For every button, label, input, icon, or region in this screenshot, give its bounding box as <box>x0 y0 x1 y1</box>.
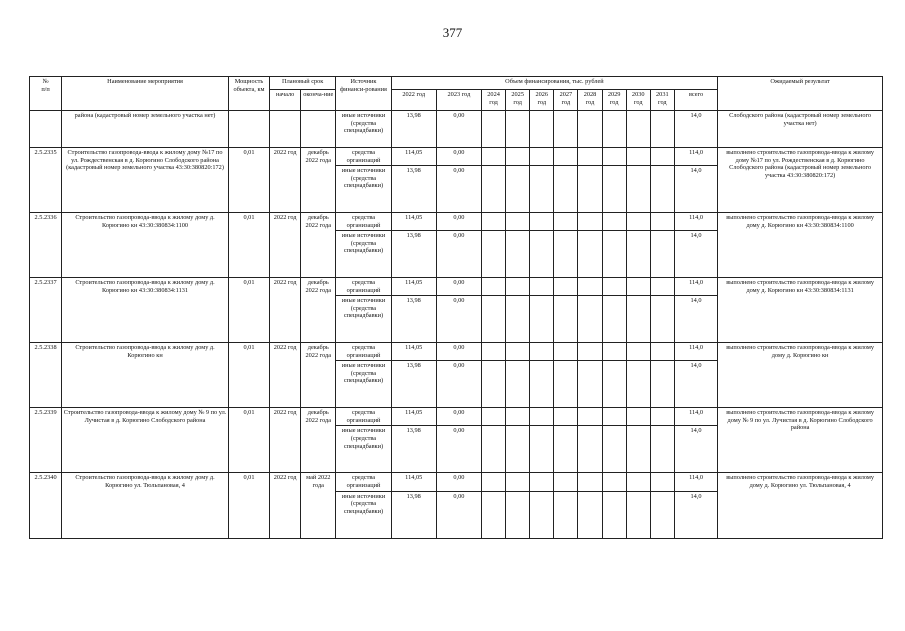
row-total: 114,0 <box>674 213 717 231</box>
row-start: 2022 год <box>270 278 301 343</box>
row-source: средства организаций <box>336 408 391 426</box>
row-total: 114,0 <box>674 278 717 296</box>
row-y2022: 13,98 <box>391 491 436 538</box>
row-source: иные источники (средства спецнадбавки) <box>336 361 391 408</box>
row-source: средства организаций <box>336 473 391 491</box>
row-total: 14,0 <box>674 166 717 213</box>
row-y2023: 0,00 <box>436 231 481 278</box>
row-result: выполнено строительство газопровода-ввода к жилому дому №17 по ул. Рождественская в д. Корюгино Слободского района (кадастровый номер земельного участка 43:30:380820:172) <box>718 148 883 213</box>
header-year-total: всего <box>674 90 717 111</box>
row-y2023: 0,00 <box>436 166 481 213</box>
row-total: 114,0 <box>674 148 717 166</box>
header-name: Наименование мероприятия <box>62 77 229 111</box>
row-start <box>270 111 301 148</box>
row-end: декабрь 2022 года <box>301 278 336 343</box>
table-row <box>30 213 883 231</box>
row-total: 114,0 <box>674 343 717 361</box>
row-result: выполнено строительство газопровода-ввода к жилому дому д. Корюгино кн 43:30:380834:1131 <box>718 278 883 343</box>
row-name: Строительство газопровода-ввода к жилому дому д. Корюгино кн <box>62 343 229 408</box>
row-y2023: 0,00 <box>436 408 481 426</box>
row-name: Строительство газопровода-ввода к жилому дому д. Корюгино ул. Тюльпановая, 4 <box>62 473 229 538</box>
header-num: № п/п <box>30 77 62 111</box>
row-y2022: 13,98 <box>391 296 436 343</box>
row-start: 2022 год <box>270 213 301 278</box>
row-y2022: 13,98 <box>391 361 436 408</box>
financing-table <box>29 76 883 539</box>
row-y2023: 0,00 <box>436 148 481 166</box>
header-year: 2029 год <box>602 90 626 111</box>
row-y2023: 0,00 <box>436 343 481 361</box>
row-start: 2022 год <box>270 148 301 213</box>
row-total: 114,0 <box>674 473 717 491</box>
row-start: 2022 год <box>270 473 301 538</box>
row-num <box>30 111 62 148</box>
row-y2022: 13,98 <box>391 111 436 148</box>
header-year: 2025 год <box>506 90 530 111</box>
row-y2023: 0,00 <box>436 296 481 343</box>
row-total: 14,0 <box>674 361 717 408</box>
row-y2022: 114,05 <box>391 213 436 231</box>
row-source: иные источники (средства спецнадбавки) <box>336 491 391 538</box>
row-source: средства организаций <box>336 213 391 231</box>
row-end: декабрь 2022 года <box>301 343 336 408</box>
row-end: декабрь 2022 года <box>301 408 336 473</box>
row-y2022: 114,05 <box>391 148 436 166</box>
row-y2022: 13,98 <box>391 426 436 473</box>
row-capacity: 0,01 <box>228 213 269 278</box>
row-y2023: 0,00 <box>436 473 481 491</box>
row-total: 14,0 <box>674 296 717 343</box>
row-y2022: 114,05 <box>391 473 436 491</box>
row-total: 14,0 <box>674 231 717 278</box>
table-row <box>30 111 883 148</box>
row-capacity <box>228 111 269 148</box>
row-result: выполнено строительство газопровода-ввода к жилому дому д. Корюгино кн 43:30:380834:1100 <box>718 213 883 278</box>
row-y2022: 13,98 <box>391 231 436 278</box>
header-result: Ожидаемый результат <box>718 77 883 111</box>
page-number: 377 <box>442 25 463 40</box>
header-year: 2026 год <box>530 90 554 111</box>
header-year: 2024 год <box>482 90 506 111</box>
header-year: 2028 год <box>578 90 602 111</box>
row-result: выполнено строительство газопровода-ввода к жилому дому д. Корюгино кн <box>718 343 883 408</box>
row-capacity: 0,01 <box>228 278 269 343</box>
row-name: Строительство газопровода-ввода к жилому дому №17 по ул. Рождественская в д. Корюгино Слободского района (кадастровый номер земельного участка 43:30:380820:172) <box>62 148 229 213</box>
row-start: 2022 год <box>270 408 301 473</box>
row-total: 114,0 <box>674 408 717 426</box>
row-source: иные источники (средства спецнадбавки) <box>336 111 391 148</box>
row-y2022: 114,05 <box>391 278 436 296</box>
row-num: 2.5.2339 <box>30 408 62 473</box>
row-end: декабрь 2022 года <box>301 148 336 213</box>
row-y2022: 13,98 <box>391 166 436 213</box>
row-source: иные источники (средства спецнадбавки) <box>336 426 391 473</box>
row-y2023: 0,00 <box>436 111 481 148</box>
row-source: иные источники (средства спецнадбавки) <box>336 231 391 278</box>
table-row <box>30 278 883 296</box>
row-y2023: 0,00 <box>436 426 481 473</box>
row-num: 2.5.2338 <box>30 343 62 408</box>
row-end <box>301 111 336 148</box>
row-result: Слободского района (кадастровый номер земельного участка нет) <box>718 111 883 148</box>
row-name: Строительство газопровода-ввода к жилому дому № 9 по ул. Лучистая в д. Корюгино Слободского района <box>62 408 229 473</box>
row-total: 14,0 <box>674 426 717 473</box>
header-term: Плановый срок <box>270 77 336 90</box>
table-row <box>30 343 883 361</box>
header-year: 2031 год <box>650 90 674 111</box>
header-term-end: оконча-ние <box>301 90 336 111</box>
row-start: 2022 год <box>270 343 301 408</box>
header-volume: Объем финансирования, тыс. рублей <box>391 77 718 90</box>
row-end: май 2022 года <box>301 473 336 538</box>
header-term-start: начало <box>270 90 301 111</box>
row-capacity: 0,01 <box>228 408 269 473</box>
header-year: 2030 год <box>626 90 650 111</box>
row-y2022: 114,05 <box>391 408 436 426</box>
row-num: 2.5.2336 <box>30 213 62 278</box>
row-name: Строительство газопровода-ввода к жилому дому д. Корюгино кн 43:30:380834:1100 <box>62 213 229 278</box>
row-name: Строительство газопровода-ввода к жилому дому д. Корюгино кн 43:30:380834:1131 <box>62 278 229 343</box>
row-num: 2.5.2337 <box>30 278 62 343</box>
row-capacity: 0,01 <box>228 148 269 213</box>
row-y2022: 114,05 <box>391 343 436 361</box>
row-end: декабрь 2022 года <box>301 213 336 278</box>
row-source: средства организаций <box>336 343 391 361</box>
row-total: 14,0 <box>674 111 717 148</box>
row-y2023: 0,00 <box>436 361 481 408</box>
row-result: выполнено строительство газопровода-ввода к жилому дому № 9 по ул. Лучистая в д. Корюгино Слободского района <box>718 408 883 473</box>
row-source: средства организаций <box>336 278 391 296</box>
row-num: 2.5.2335 <box>30 148 62 213</box>
row-total: 14,0 <box>674 491 717 538</box>
row-source: иные источники (средства спецнадбавки) <box>336 296 391 343</box>
header-year: 2023 год <box>436 90 481 111</box>
header-year: 2022 год <box>391 90 436 111</box>
row-result: выполнено строительство газопровода-ввода к жилому дому д. Корюгино ул. Тюльпановая, 4 <box>718 473 883 538</box>
row-source: средства организаций <box>336 148 391 166</box>
header-source: Источник финанси-рования <box>336 77 391 111</box>
row-y2023: 0,00 <box>436 491 481 538</box>
row-name: района (кадастровый номер земельного участка нет) <box>62 111 229 148</box>
row-capacity: 0,01 <box>228 343 269 408</box>
header-year: 2027 год <box>554 90 578 111</box>
table-row <box>30 473 883 491</box>
row-y2023: 0,00 <box>436 213 481 231</box>
table-row <box>30 408 883 426</box>
header-capacity: Мощность объекта, км <box>228 77 269 111</box>
row-num: 2.5.2340 <box>30 473 62 538</box>
table-row <box>30 148 883 166</box>
row-y2023: 0,00 <box>436 278 481 296</box>
row-source: иные источники (средства спецнадбавки) <box>336 166 391 213</box>
row-capacity: 0,01 <box>228 473 269 538</box>
